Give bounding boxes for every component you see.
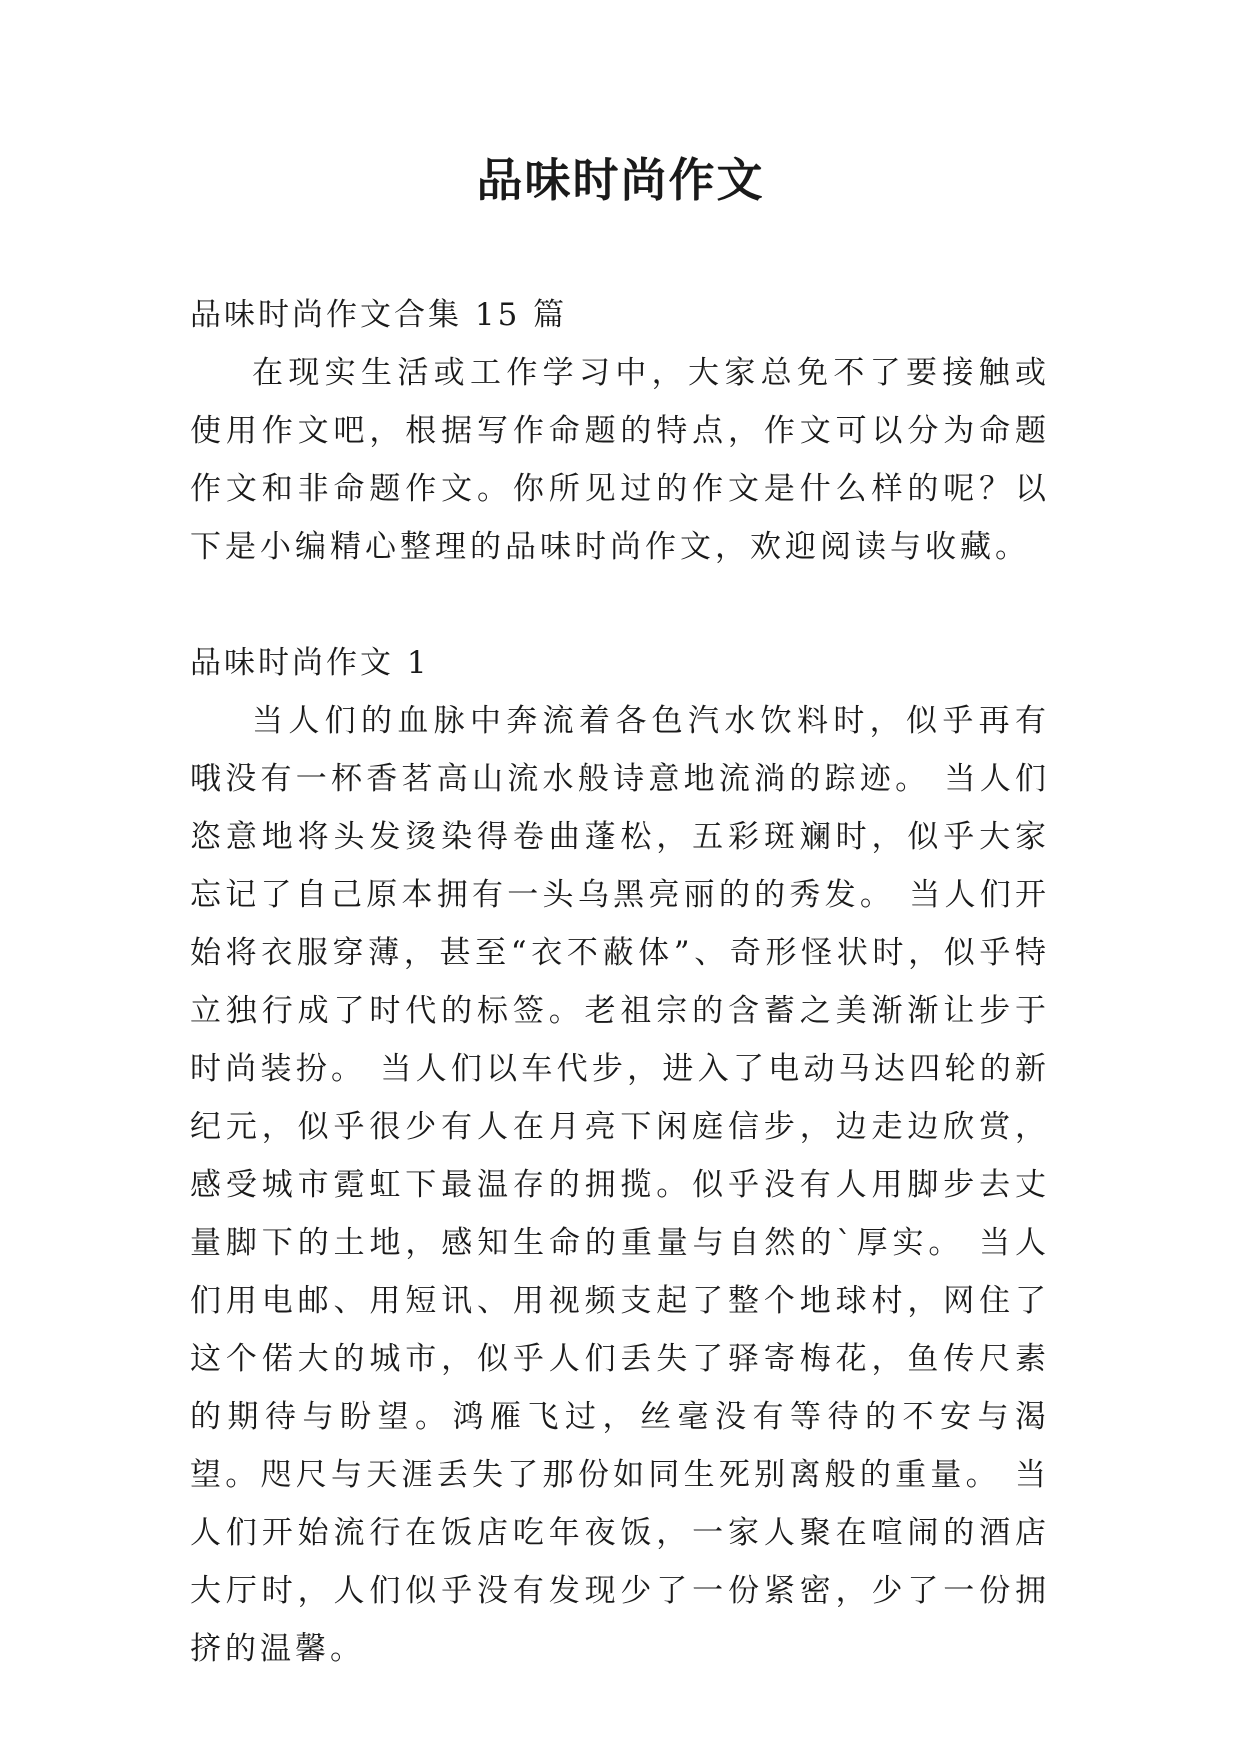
section-spacer [190, 576, 1050, 634]
section-1-heading: 品味时尚作文 1 [190, 645, 430, 681]
collection-heading: 品味时尚作文合集 15 篇 [190, 297, 568, 333]
section-1-paragraph: 当人们的血脉中奔流着各色汽水饮料时，似乎再有哦没有一杯香茗高山流水般诗意地流淌的踪迹。 当人们恣意地将头发烫染得卷曲蓬松，五彩斑斓时，似乎大家忘记了自己原本拥有一头乌黑亮丽的的秀发。 当人们开始将衣服穿薄，甚至“衣不蔽体”、奇形怪状时，似乎特立独行成了时代的标签。老祖宗的含蓄之美渐渐让步于时尚装扮。 当人们以车代步，进入了电动马达四轮的新纪元，似乎很少有人在月亮下闲庭信步，边走边欣赏，感受城市霓虹下最温存的拥揽。似乎没有人用脚步去丈量脚下的土地，感知生命的重量与自然的`厚实。 当人们用电邮、用短讯、用视频支起了整个地球村，网住了这个偌大的城市，似乎人们丢失了驿寄梅花，鱼传尺素的期待与盼望。鸿雁飞过，丝毫没有等待的不安与渴望。咫尺与天涯丢失了那份如同生死别离般的重量。 当人们开始流行在饭店吃年夜饭，一家人聚在喧闹的酒店大厅时，人们似乎没有发现少了一份紧密，少了一份拥挤的温馨。 [190, 703, 1050, 1667]
intro-paragraph: 在现实生活或工作学习中，大家总免不了要接触或使用作文吧，根据写作命题的特点，作文可以分为命题作文和非命题作文。你所见过的作文是什么样的呢？以下是小编精心整理的品味时尚作文，欢迎阅读与收藏。 [190, 355, 1050, 565]
document-title: 品味时尚作文 [476, 153, 765, 207]
document-body [190, 286, 1050, 1678]
